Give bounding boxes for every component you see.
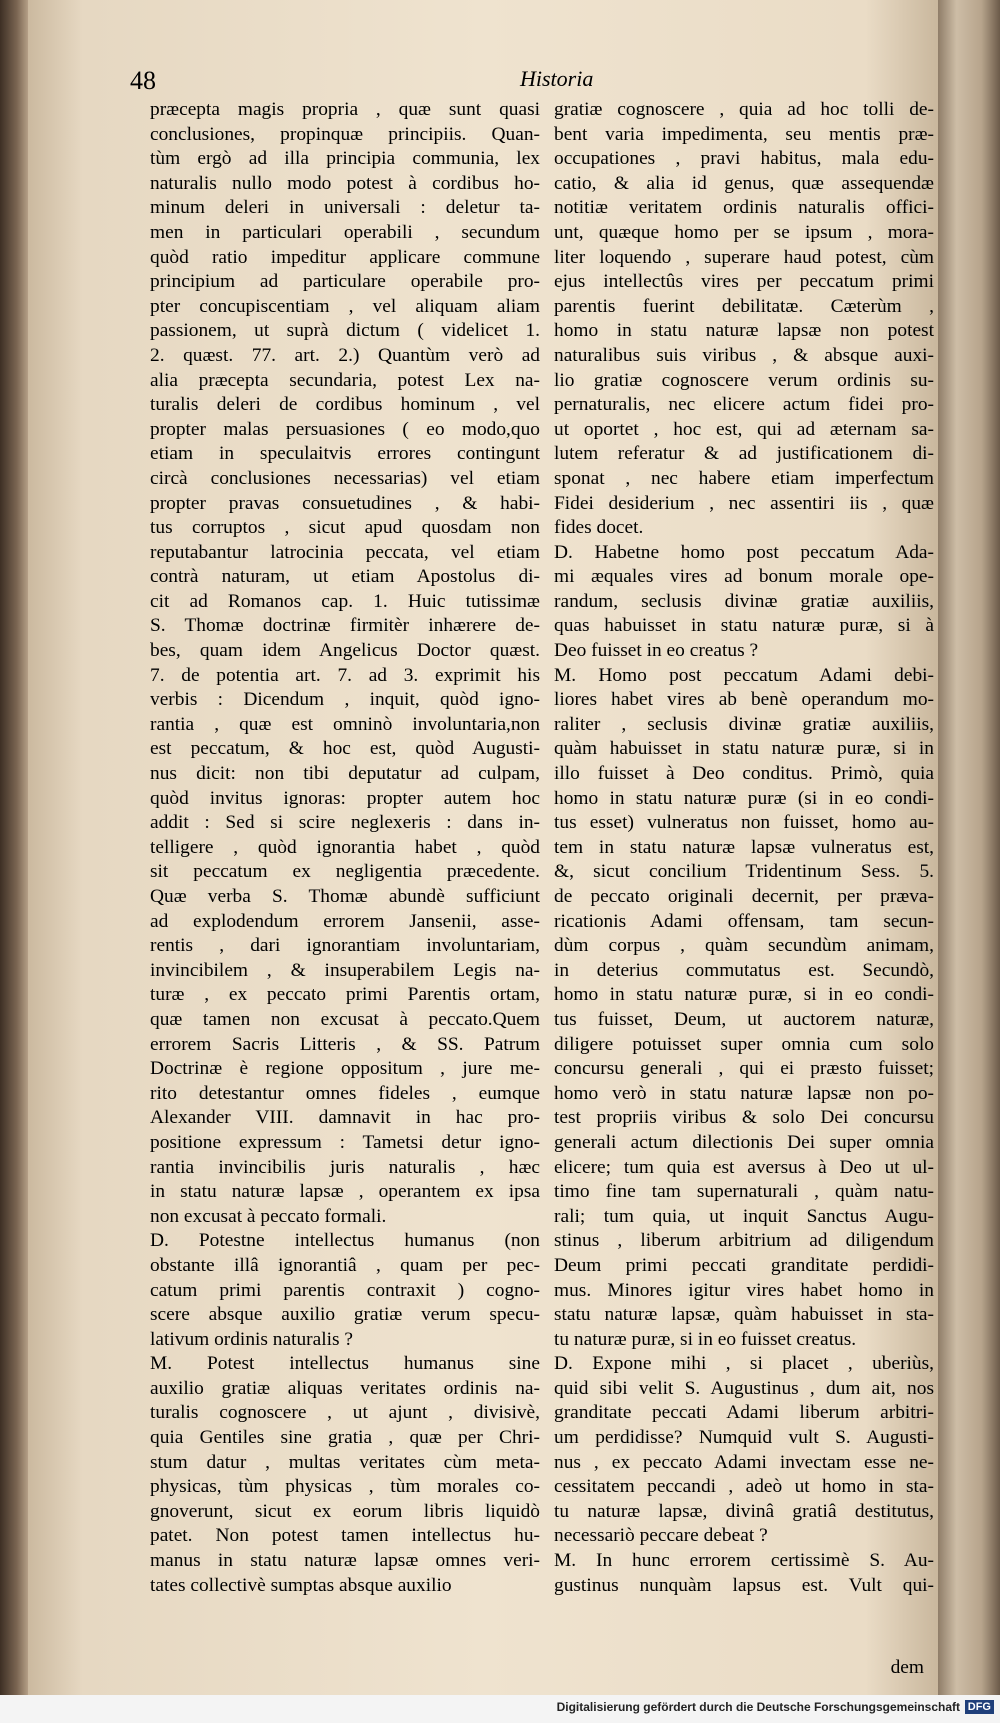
text-line: M. In hunc errorem certissimè S. Au- [554, 1550, 934, 1572]
text-line: D. Expone mihi , si placet , uberiùs, [554, 1353, 934, 1375]
text-line: patet. Non potest tamen intellectus hu- [150, 1525, 540, 1547]
text-line: etiam in speculaitvis errores contingunt [150, 443, 540, 465]
text-line: quòd invitus ignoras: propter autem hoc [150, 787, 540, 809]
text-line: propter pravas consuetudines , & habi- [150, 492, 540, 514]
text-line: D. Habetne homo post peccatum Ada- [554, 541, 934, 563]
text-line: quæ tamen non excusat à peccato.Quem [150, 1008, 540, 1030]
text-line: tus fuisset, Deum, ut auctorem naturæ, [554, 1008, 934, 1030]
text-line: tus esset) vulneratus non fuisset, homo au- [554, 812, 934, 834]
text-line: ut oportet , hoc est, qui ad æternam sa- [554, 418, 934, 440]
text-line: lio gratiæ cognoscere verum ordinis su- [554, 369, 934, 391]
text-line: naturalis nullo modo potest à cordibus ho- [150, 172, 540, 194]
text-line: S. Thomæ doctrinæ firmitèr inhærere de- [150, 615, 540, 637]
text-line: conclusiones, propinquæ principiis. Quan- [150, 123, 540, 145]
text-line: bes, quam idem Angelicus Doctor quæst. [150, 640, 540, 662]
text-line: rito detestantur omnes fideles , eumque [150, 1082, 540, 1104]
page-number: 48 [130, 66, 156, 95]
text-line: D. Potestne intellectus humanus (non [150, 1230, 540, 1252]
text-line: 7. de potentia art. 7. ad 3. exprimit his [150, 664, 540, 686]
text-line: sit peccatum ex negligentia præcedente. [150, 861, 540, 883]
text-line: catio, & alia id genus, quæ assequendæ [554, 172, 934, 194]
text-line: ad explodendum errorem Jansenii, asse- [150, 910, 540, 932]
running-head: Historia [520, 66, 594, 91]
text-line: rali; tum quia, ut inquit Sanctus Augu- [554, 1205, 934, 1227]
text-line: Deo fuisset in eo creatus ? [554, 640, 759, 662]
text-line: turalis deleri de cordibus hominum , vel [150, 394, 540, 416]
text-line: tus corruptos , sicut apud quosdam non [150, 517, 540, 539]
text-line: generali actum dilectionis Dei super omnia [554, 1131, 934, 1153]
text-line: quas habuisset in statu naturæ puræ, si à [554, 615, 934, 637]
text-line: manus in statu naturæ lapsæ omnes veri- [150, 1550, 540, 1572]
text-line: positione expressum : Tametsi detur igno- [150, 1131, 540, 1153]
text-line: turæ , ex peccato primi Parentis ortam, [150, 984, 540, 1006]
text-line: fides docet. [554, 517, 644, 539]
text-line: physicas, tùm physicas , tùm morales co- [150, 1476, 540, 1498]
text-line: &, sicut concilium Tridentinum Sess. 5. [554, 861, 934, 883]
text-line: lutem referatur & ad justificationem di- [554, 443, 934, 465]
text-line: Quæ verba S. Thomæ abundè sufficiunt [150, 886, 540, 907]
left-column [150, 98, 540, 1598]
text-line: Fidei desiderium , nec assentiri iis , quæ [554, 492, 934, 514]
text-line: pernaturalis, nec elicere actum fidei pro- [554, 394, 934, 416]
text-line: homo in statu naturæ puræ (si in eo condi- [554, 787, 934, 809]
text-line: diligere potuisset super omnia cum solo [554, 1033, 934, 1055]
text-line: M. Homo post peccatum Adami debi- [554, 664, 934, 686]
text-line: contrà naturam, ut etiam Apostolus di- [150, 566, 540, 588]
text-line: addit : Sed si scire neglexeris : dans in- [150, 812, 540, 834]
catchword: dem [890, 1657, 924, 1678]
book-gutter [0, 0, 28, 1723]
text-line: errorem Sacris Litteris , & SS. Patrum [150, 1033, 540, 1055]
text-line: rantia , quæ est omninò involuntaria,non [150, 713, 540, 735]
text-line: in deterius commutatus est. Secundò, [554, 959, 934, 981]
text-line: naturalibus suis viribus , & absque auxi- [554, 344, 934, 366]
text-line: test propriis viribus & solo Dei concursu [554, 1107, 934, 1129]
text-line: quàm habuisset in statu naturæ puræ, si in [554, 738, 934, 760]
text-line: gustinus nunquàm lapsus est. Vult qui- [554, 1574, 934, 1596]
right-column [554, 98, 934, 1598]
text-line: catum primi parentis contraxit ) cogno- [150, 1279, 540, 1301]
text-line: homo in statu naturæ lapsæ non potest [554, 320, 934, 342]
text-line: um perdidisse? Numquid vult S. Augusti- [554, 1427, 934, 1449]
text-line: stum datur , multas veritates cùm meta- [150, 1451, 540, 1473]
text-line: randum, seclusis divinæ gratiæ auxiliis, [554, 590, 934, 612]
text-line: principium ad particulare operabile pro- [150, 271, 540, 293]
text-line: ricationis Adami offensam, tam secun- [554, 910, 934, 932]
text-line: passionem, ut suprà dictum ( videlicet 1. [150, 320, 540, 342]
text-line: rentis , dari ignorantiam involuntariam, [150, 935, 540, 957]
text-line: bent varia impedimenta, seu mentis præ- [554, 123, 934, 145]
text-line: unt, quæque homo per se ipsum , mora- [554, 221, 934, 243]
text-line: cit ad Romanos cap. 1. Huic tutissimæ [150, 590, 540, 612]
text-line: verbis : Dicendum , inquit, quòd igno- [150, 689, 540, 711]
text-line: M. Potest intellectus humanus sine [150, 1353, 540, 1375]
text-line: necessariò peccare debeat ? [554, 1525, 768, 1547]
text-line: nus , ex peccato Adami invectam esse ne- [554, 1451, 934, 1473]
text-line: telligere , quòd ignorantia habet , quòd [150, 836, 540, 858]
text-line: tùm ergò ad illa principia communia, lex [150, 148, 540, 170]
text-line: men in particulari operabili , secundum [150, 221, 540, 243]
text-line: concursu generali , qui ei præsto fuisset; [554, 1058, 934, 1080]
text-line: gratiæ cognoscere , quia ad hoc tolli de- [554, 99, 934, 120]
text-line: lativum ordinis naturalis ? [150, 1328, 354, 1350]
text-line: timo fine tam supernaturali , quàm natu- [554, 1181, 934, 1203]
text-line: mus. Minores igitur vires habet homo in [554, 1279, 934, 1301]
text-line: pter concupiscentiam , vel aliquam aliam [150, 295, 540, 317]
text-line: parentis fuerint debilitatæ. Cæterùm , [554, 295, 934, 317]
text-line: quia Gentiles sine gratia , quæ per Chri- [150, 1427, 540, 1449]
text-line: elicere; tum quia est aversus à Deo ut ul- [554, 1156, 934, 1178]
text-line: nus dicit: non tibi deputatur ad culpam, [150, 763, 540, 785]
text-line: tem in statu naturæ lapsæ vulneratus est, [554, 836, 934, 858]
text-line: dùm corpus , quàm secundùm animam, [554, 935, 934, 957]
text-line: notitiæ veritatem ordinis naturalis offici- [554, 197, 934, 219]
text-line: tu naturæ lapsæ, divinâ gratiâ destitutus, [554, 1500, 934, 1522]
text-line: circà conclusiones necessarias) vel etiam [150, 467, 540, 489]
text-line: liter loquendo , superare haud potest, cùm [554, 246, 934, 268]
text-line: 2. quæst. 77. art. 2.) Quantùm verò ad [150, 344, 540, 366]
text-line: Alexander VIII. damnavit in hac pro- [150, 1107, 540, 1129]
text-line: gnoverunt, sicut ex eorum libris liquidò [150, 1500, 540, 1522]
text-line: obstante illâ ignorantiâ , quam per pec- [150, 1254, 540, 1276]
text-line: quid sibi velit S. Augustinus , dum ait, nos [554, 1377, 934, 1399]
text-line: liores habet vires ab benè operandum mo- [554, 689, 934, 711]
text-line: quòd ratio impeditur applicare commune [150, 246, 540, 268]
text-line: propter malas persuasiones ( eo modo,quo [150, 418, 540, 440]
text-line: statu naturæ lapsæ, quàm habuisset in sta- [554, 1304, 934, 1326]
text-line: alia præcepta secundaria, potest Lex na- [150, 369, 540, 391]
text-line: rantia invincibilis juris naturalis , hæc [150, 1156, 540, 1178]
page-edge [938, 0, 1000, 1695]
text-line: stinus , liberum arbitrium ad diligendum [554, 1230, 934, 1252]
text-line: homo verò in statu naturæ lapsæ non po- [554, 1082, 934, 1104]
text-line: scere absque auxilio gratiæ verum specu- [150, 1304, 540, 1326]
text-line: granditate peccati Adami liberum arbitri- [554, 1402, 934, 1424]
text-line: raliter , seclusis divinæ gratiæ auxiliis, [554, 713, 934, 735]
text-line: reputabantur latrocinia peccata, vel etiam [150, 541, 540, 563]
text-line: tu naturæ puræ, si in eo fuisset creatus. [554, 1328, 857, 1350]
text-line: mi æquales vires ad bonum morale ope- [554, 566, 934, 588]
text-line: ejus intellectûs vires per peccatum primi [554, 271, 934, 293]
text-line: de peccato originali decernit, per præva- [554, 886, 934, 907]
text-line: non excusat à peccato formali. [150, 1205, 387, 1227]
text-line: homo in statu naturæ puræ, si in eo condi- [554, 984, 934, 1006]
text-line: est peccatum, & hoc est, quòd Augusti- [150, 738, 540, 760]
dfg-logo: DFG [965, 1700, 994, 1714]
text-line: occupationes , pravi habitus, mala edu- [554, 148, 934, 170]
text-line: minum deleri in universali : deletur ta- [150, 197, 540, 219]
text-line: præcepta magis propria , quæ sunt quasi [150, 99, 540, 120]
text-line: invincibilem , & insuperabilem Legis na- [150, 959, 540, 981]
footer-credit: Digitalisierung gefördert durch die Deutsche Forschungsgemeinschaft [556, 1700, 960, 1714]
text-line: turalis cognoscere , ut ajunt , divisivè, [150, 1402, 540, 1424]
text-line: cessitatem peccandi , adeò ut homo in sta- [554, 1476, 934, 1498]
text-line: illo fuisset à Deo conditus. Primò, quia [554, 763, 934, 785]
text-line: Deum primi peccati granditate perdidi- [554, 1254, 934, 1276]
text-line: Doctrinæ è regione oppositum , jure me- [150, 1058, 540, 1080]
text-line: in statu naturæ lapsæ , operantem ex ipsa [150, 1181, 540, 1203]
text-line: tates collectivè sumptas absque auxilio [150, 1574, 452, 1596]
text-line: sponat , nec habere etiam imperfectum [554, 467, 934, 489]
text-line: auxilio gratiæ aliquas veritates ordinis na- [150, 1377, 540, 1399]
